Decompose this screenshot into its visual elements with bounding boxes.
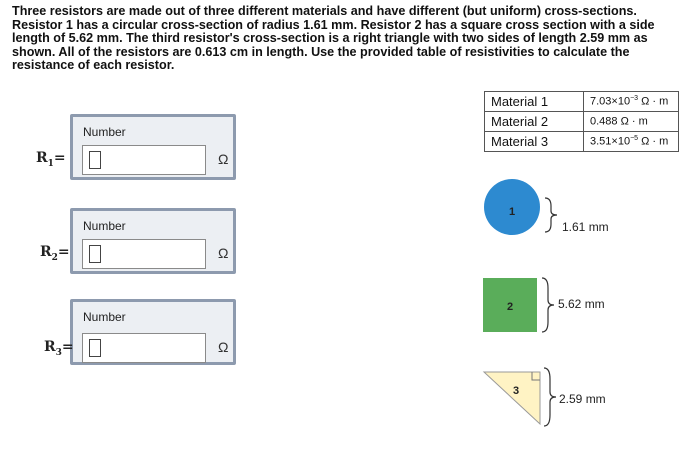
number-label: Number	[83, 125, 126, 139]
table-row	[485, 92, 679, 112]
shape-number: 2	[507, 301, 514, 313]
brace-icon	[542, 196, 560, 234]
input-caret-icon	[89, 245, 101, 263]
material-name: Material 2	[485, 112, 584, 132]
input-caret-icon	[89, 339, 101, 357]
problem-statement	[12, 5, 692, 73]
number-label: Number	[83, 310, 126, 324]
r2-label: $R_2=$	[40, 244, 70, 263]
r1-unit: Ω	[218, 151, 229, 167]
problem-line: shown. All of the resistors are 0.613 cm in length. Use the provided table of resistivities to calculate the	[12, 44, 630, 59]
square-dimension: 5.62 mm	[558, 297, 605, 311]
r3-unit: Ω	[218, 339, 229, 355]
r3-input[interactable]	[82, 333, 206, 363]
brace-icon	[541, 366, 559, 428]
shape-number: 1	[509, 206, 516, 218]
problem-line: Resistor 1 has a circular cross-section of radius 1.61 mm. Resistor 2 has a square cross section with a side	[12, 17, 655, 32]
brace-icon	[539, 276, 557, 334]
number-label: Number	[83, 219, 126, 233]
problem-line: resistance of each resistor.	[12, 58, 175, 73]
table-row	[485, 132, 679, 152]
triangle-dimension: 2.59 mm	[559, 392, 606, 406]
resistivity-value: $7.03\times 10^{-3}$ Ω · m	[584, 92, 679, 112]
resistivity-table	[484, 91, 679, 152]
triangle-cross-section	[480, 368, 550, 426]
problem-line: Three resistors are made out of three different materials and have different (but uniform) cross-sections.	[12, 4, 637, 18]
material-name: Material 3	[485, 132, 584, 152]
r3-label: $R_3=$	[44, 339, 74, 358]
shape-number: 3	[513, 385, 520, 397]
r1-label: $R_1=$	[36, 150, 66, 169]
r2-input[interactable]	[82, 239, 206, 269]
problem-line: length of 5.62 mm. The third resistor's cross-section is a right triangle with two sides of length 2.59 mm as	[12, 31, 648, 46]
r2-unit: Ω	[218, 245, 229, 261]
material-name: Material 1	[485, 92, 584, 112]
resistivity-value: 0.488 Ω · m	[584, 112, 679, 132]
resistivity-value: $3.51\times 10^{-5}$ Ω · m	[584, 132, 679, 152]
r1-input[interactable]	[82, 145, 206, 175]
circle-dimension: 1.61 mm	[562, 220, 609, 234]
table-row	[485, 112, 679, 132]
input-caret-icon	[89, 151, 101, 169]
